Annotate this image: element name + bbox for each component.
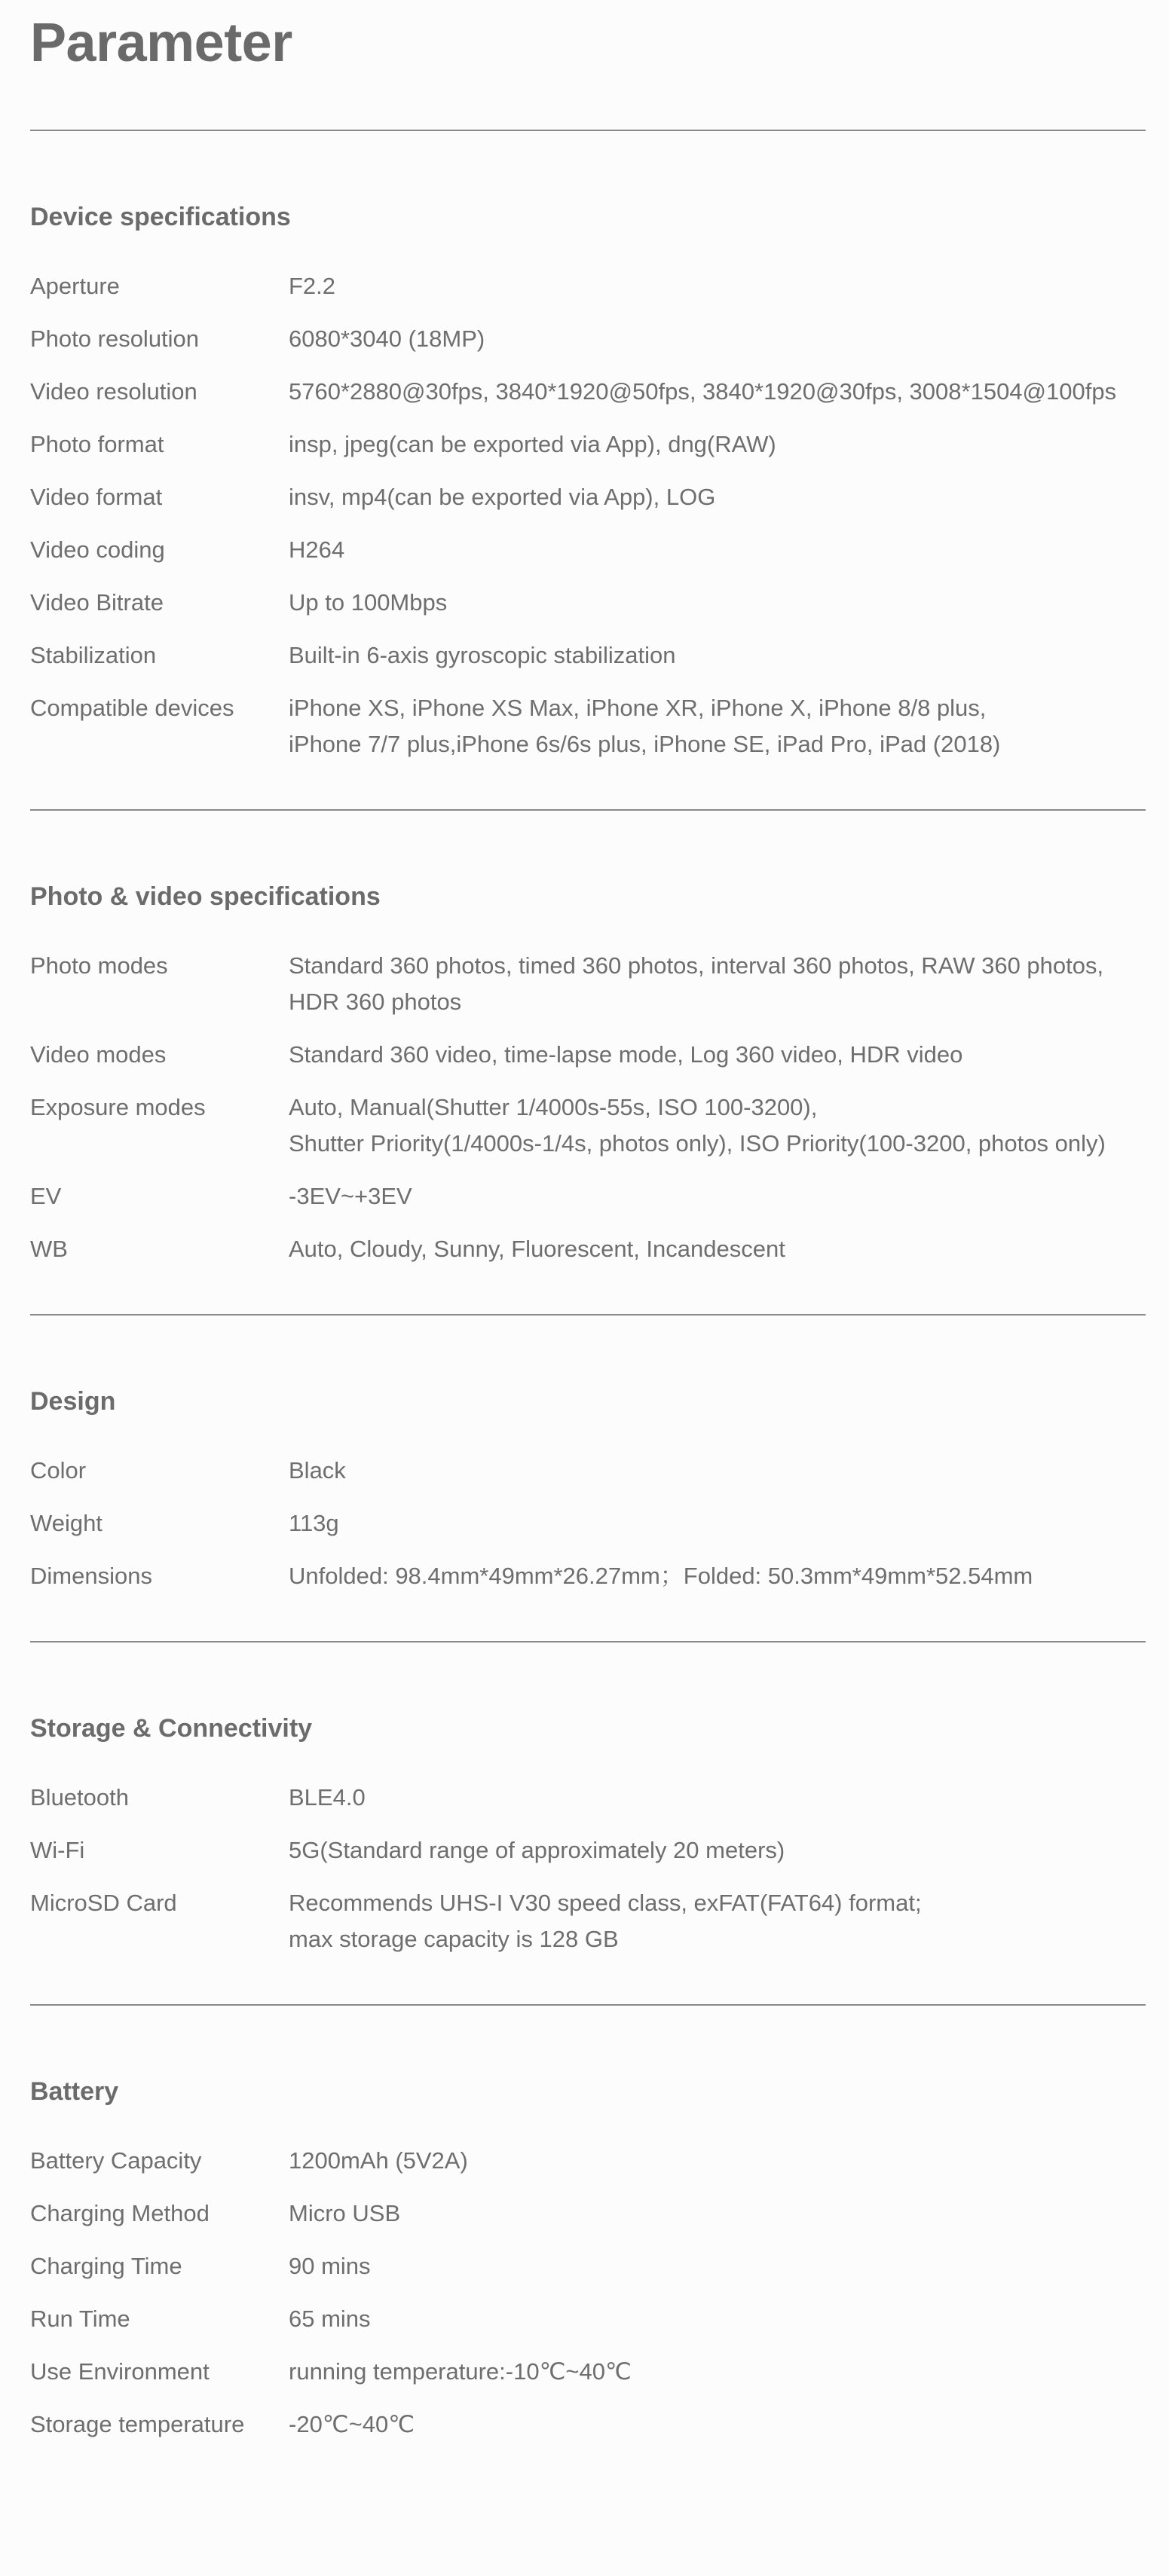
spec-value: 5760*2880@30fps, 3840*1920@50fps, 3840*1920@30fps, 3008*1504@100fps: [289, 378, 1117, 405]
spec-label: MicroSD Card: [30, 1890, 177, 1916]
spec-row: [30, 2248, 1146, 2284]
spec-label: Bluetooth: [30, 1784, 129, 1811]
spec-row: [30, 2196, 1146, 2232]
spec-value: Micro USB: [289, 2200, 401, 2226]
spec-label: Wi-Fi: [30, 1837, 85, 1863]
spec-section-device-specifications: [30, 131, 1146, 809]
spec-list: [30, 912, 1146, 1314]
spec-sections: [30, 131, 1139, 2489]
spec-label: Use Environment: [30, 2358, 210, 2385]
spec-value: Auto, Manual(Shutter 1/4000s-55s, ISO 100-3200), Shutter Priority(1/4000s-1/4s, photos only), ISO Priority(100-3200, photos only): [289, 1094, 1106, 1157]
spec-label: Video format: [30, 484, 163, 510]
section-title: Battery: [30, 2077, 119, 2106]
spec-row: [30, 2301, 1146, 2337]
spec-row: [30, 1780, 1146, 1816]
spec-value: BLE4.0: [289, 1784, 366, 1811]
spec-label: Photo format: [30, 431, 164, 457]
section-title: Design: [30, 1387, 116, 1416]
spec-label: Video Bitrate: [30, 589, 164, 616]
spec-row: [30, 2406, 1146, 2443]
spec-row: [30, 1832, 1146, 1869]
spec-label: Video coding: [30, 536, 165, 563]
spec-label: Stabilization: [30, 642, 157, 668]
section-title: Photo & video specifications: [30, 882, 381, 911]
spec-label: Charging Time: [30, 2253, 182, 2279]
spec-label: Storage temperature: [30, 2411, 245, 2437]
spec-list: [30, 2107, 1146, 2489]
spec-value: Built-in 6-axis gyroscopic stabilization: [289, 642, 676, 668]
spec-value: H264: [289, 536, 345, 563]
spec-value: running temperature:-10℃~40℃: [289, 2358, 632, 2385]
spec-value: -3EV~+3EV: [289, 1183, 412, 1209]
spec-row: [30, 479, 1146, 515]
section-title: Storage & Connectivity: [30, 1714, 313, 1743]
spec-row: [30, 1178, 1146, 1215]
spec-value: Standard 360 video, time-lapse mode, Log 360 video, HDR video: [289, 1041, 963, 1068]
spec-value: iPhone XS, iPhone XS Max, iPhone XR, iPhone X, iPhone 8/8 plus, iPhone 7/7 plus,iPhone 6s/6s plus, iPhone SE, iPad Pro, iPad (2018): [289, 695, 1001, 757]
spec-label: Aperture: [30, 273, 120, 299]
spec-label: Run Time: [30, 2306, 130, 2332]
spec-section-design: [30, 1316, 1146, 1641]
spec-label: Battery Capacity: [30, 2147, 202, 2174]
spec-value: 6080*3040 (18MP): [289, 325, 485, 352]
spec-label: Photo modes: [30, 952, 168, 979]
spec-value: 5G(Standard range of approximately 20 meters): [289, 1837, 785, 1863]
spec-row: [30, 2354, 1146, 2390]
spec-label: Photo resolution: [30, 325, 200, 352]
spec-row: [30, 585, 1146, 621]
spec-value: Up to 100Mbps: [289, 589, 448, 616]
section-title: Device specifications: [30, 203, 291, 231]
spec-value: F2.2: [289, 273, 336, 299]
spec-label: EV: [30, 1183, 62, 1209]
spec-label: Compatible devices: [30, 695, 234, 721]
spec-label: Exposure modes: [30, 1094, 206, 1120]
spec-label: Weight: [30, 1510, 103, 1536]
spec-value: Black: [289, 1457, 346, 1484]
spec-value: Recommends UHS-I V30 speed class, exFAT(FAT64) format; max storage capacity is 128 GB: [289, 1890, 922, 1952]
spec-row: [30, 1885, 1146, 1957]
spec-row: [30, 948, 1146, 1020]
spec-list: [30, 232, 1146, 809]
spec-value: Unfolded: 98.4mm*49mm*26.27mm；Folded: 50.3mm*49mm*52.54mm: [289, 1563, 1033, 1589]
spec-row: [30, 1037, 1146, 1073]
spec-label: Video modes: [30, 1041, 167, 1068]
page-title: Parameter: [30, 13, 292, 73]
spec-value: insv, mp4(can be exported via App), LOG: [289, 484, 716, 510]
spec-value: 65 mins: [289, 2306, 371, 2332]
spec-section-storage-connectivity: [30, 1642, 1146, 2004]
spec-value: -20℃~40℃: [289, 2411, 415, 2437]
spec-row: [30, 1558, 1146, 1594]
spec-row: [30, 426, 1146, 463]
spec-section-battery: [30, 2006, 1146, 2489]
spec-row: [30, 321, 1146, 357]
spec-row: [30, 1505, 1146, 1542]
spec-value: Standard 360 photos, timed 360 photos, interval 360 photos, RAW 360 photos, HDR 360 photos: [289, 952, 1104, 1015]
spec-row: [30, 1453, 1146, 1489]
spec-label: WB: [30, 1236, 68, 1262]
spec-list: [30, 1416, 1146, 1641]
spec-value: Auto, Cloudy, Sunny, Fluorescent, Incandescent: [289, 1236, 785, 1262]
spec-value: 113g: [289, 1510, 339, 1536]
spec-row: [30, 2143, 1146, 2179]
spec-label: Color: [30, 1457, 87, 1484]
spec-row: [30, 1089, 1146, 1162]
spec-label: Dimensions: [30, 1563, 152, 1589]
spec-list: [30, 1743, 1146, 2004]
spec-label: Video resolution: [30, 378, 197, 405]
spec-row: [30, 1231, 1146, 1267]
spec-value: 1200mAh (5V2A): [289, 2147, 468, 2174]
spec-row: [30, 374, 1146, 410]
spec-value: insp, jpeg(can be exported via App), dng(RAW): [289, 431, 776, 457]
spec-label: Charging Method: [30, 2200, 210, 2226]
spec-row: [30, 532, 1146, 568]
spec-row: [30, 637, 1146, 674]
spec-row: [30, 268, 1146, 304]
spec-section-photo-video-specifications: [30, 811, 1146, 1314]
spec-row: [30, 690, 1146, 762]
spec-value: 90 mins: [289, 2253, 371, 2279]
